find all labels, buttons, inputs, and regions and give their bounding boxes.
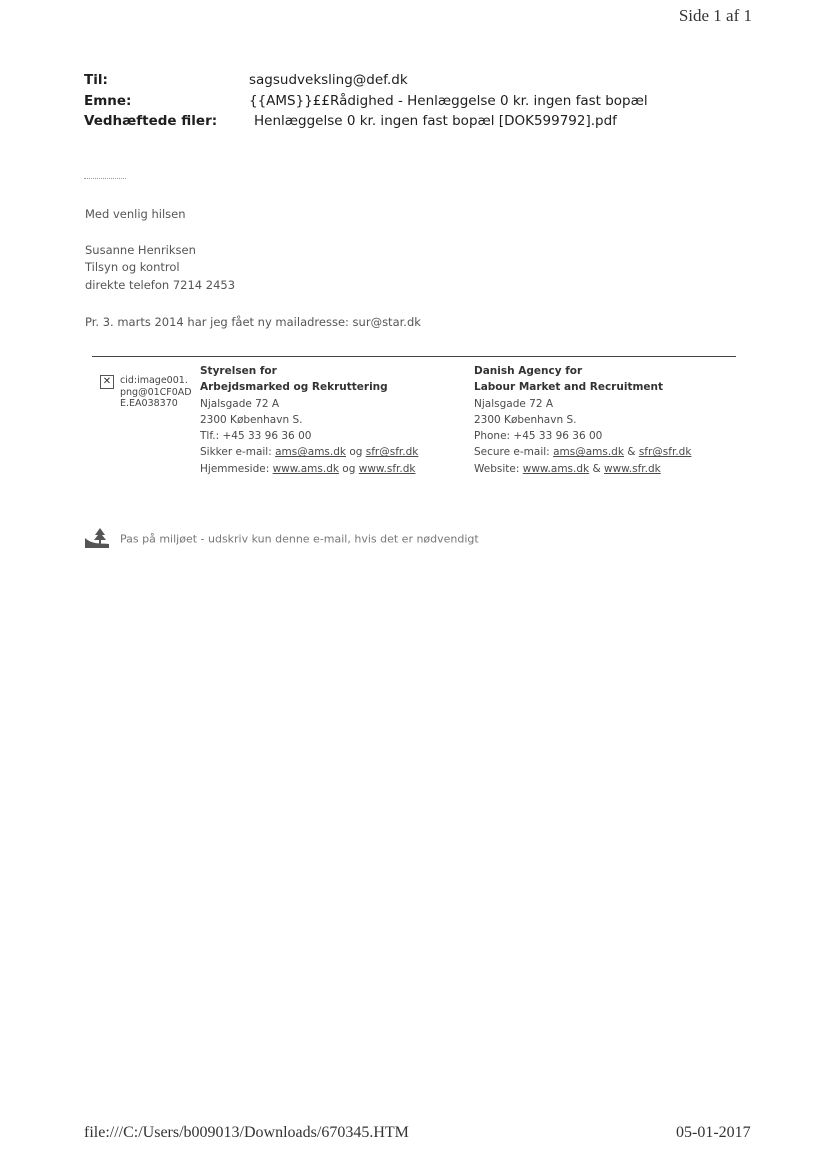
email-joiner-da: og [349, 446, 363, 459]
email-link-sfr-da[interactable]: sfr@sfr.dk [365, 446, 419, 459]
street-en: Njalsgade 72 A [474, 397, 554, 410]
phone-da: Tlf.: +45 33 96 36 00 [200, 430, 312, 443]
greeting: Med venlig hilsen [85, 207, 186, 221]
subject-label: Emne: [84, 93, 132, 109]
email-link-sfr-en[interactable]: sfr@sfr.dk [638, 446, 692, 459]
attachment-link[interactable]: Henlæggelse 0 kr. ingen fast bopæl [DOK599792].pdf [254, 113, 617, 129]
to-label: Til: [84, 72, 108, 88]
image-alt-text: cid:image001.png@01CF0ADE.EA038370 [120, 375, 192, 409]
web-joiner-en: & [592, 462, 601, 475]
web-joiner-da: og [342, 462, 356, 475]
email-line-en [474, 444, 691, 460]
web-prefix-en: Website: [474, 462, 520, 475]
agency-name-line1-en: Danish Agency for [474, 365, 583, 377]
email-joiner-en: & [627, 446, 636, 459]
signature-english [474, 363, 691, 477]
print-file-path: file:///C:/Users/b009013/Downloads/670345.HTM [84, 1124, 409, 1141]
email-link-ams-da[interactable]: ams@ams.dk [275, 446, 346, 459]
city-en: 2300 København S. [474, 413, 577, 426]
agency-name-line2-da: Arbejdsmarked og Rekruttering [200, 381, 388, 394]
broken-image-icon: ✕ [100, 375, 114, 389]
web-link-ams-en[interactable]: www.ams.dk [522, 462, 590, 475]
email-prefix-en: Secure e-mail: [474, 446, 550, 459]
address-notice: Pr. 3. marts 2014 har jeg fået ny mailadresse: sur@star.dk [85, 315, 421, 329]
tree-icon [84, 527, 110, 552]
environment-note-text: Pas på miljøet - udskriv kun denne e-mail, hvis det er nødvendigt [120, 532, 479, 546]
street-da: Njalsgade 72 A [200, 397, 280, 410]
web-line-en [474, 461, 691, 477]
agency-name-line2-en: Labour Market and Recruitment [474, 381, 664, 394]
phone-en: Phone: +45 33 96 36 00 [474, 430, 603, 443]
page-indicator: Side 1 af 1 [678, 6, 752, 25]
web-link-sfr-da[interactable]: www.sfr.dk [358, 462, 416, 475]
sender-department: Tilsyn og kontrol [85, 260, 180, 274]
email-prefix-da: Sikker e-mail: [200, 446, 272, 459]
web-link-sfr-en[interactable]: www.sfr.dk [604, 462, 661, 475]
broken-image [100, 375, 192, 409]
faint-mark [84, 178, 126, 181]
environment-note [84, 527, 479, 552]
signature-danish [200, 363, 418, 477]
signature-divider [92, 356, 736, 357]
to-value: sagsudveksling@def.dk [249, 72, 408, 88]
print-date: 05-01-2017 [676, 1124, 751, 1141]
agency-name-line1-da: Styrelsen for [200, 365, 277, 377]
subject-value: {{AMS}}££Rådighed - Henlæggelse 0 kr. ingen fast bopæl [249, 93, 648, 109]
sender-phone: direkte telefon 7214 2453 [85, 278, 236, 292]
attachments-label: Vedhæftede filer: [84, 113, 218, 129]
city-da: 2300 København S. [200, 413, 303, 426]
sender-name: Susanne Henriksen [85, 243, 196, 257]
email-link-ams-en[interactable]: ams@ams.dk [553, 446, 624, 459]
web-prefix-da: Hjemmeside: [200, 462, 270, 475]
web-line-da [200, 461, 418, 477]
email-line-da [200, 444, 418, 460]
web-link-ams-da[interactable]: www.ams.dk [272, 462, 339, 475]
